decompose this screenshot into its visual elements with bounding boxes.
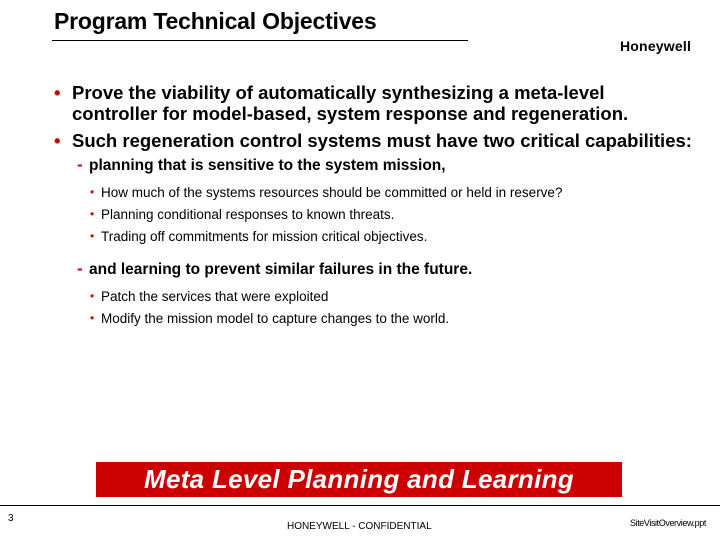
dash-icon: - [77,259,83,278]
footer-divider [0,505,720,506]
sub-bullet-item [77,157,694,175]
bullet-icon: • [54,82,61,103]
dot-bullet-icon: • [90,311,95,325]
bullet-text: Prove the viability of automatically synthesizing a meta-level controller for model-based, system response and regeneration. [72,82,629,124]
sub-bullet-text: and learning to prevent similar failures in the future. [89,261,473,278]
sub-sub-bullet-text: Planning conditional responses to known threats. [101,207,395,222]
bullet-item [54,130,694,151]
dot-bullet-icon: • [90,289,95,303]
file-name: SiteVisitOverview.ppt [630,518,706,528]
meta-level-banner: Meta Level Planning and Learning [96,462,622,497]
dot-bullet-icon: • [90,207,95,221]
bullet-item [54,82,694,124]
dot-bullet-icon: • [90,229,95,243]
sub-sub-bullet-text: Modify the mission model to capture changes to the world. [101,311,450,326]
sub-sub-bullet-item [89,229,694,244]
sub-bullet-text: planning that is sensitive to the system mission, [89,157,446,174]
sub-sub-bullet-text: How much of the systems resources should be committed or held in reserve? [101,185,563,200]
bullet-text: Such regeneration control systems must have two critical capabilities: [72,130,692,151]
sub-sub-bullet-item [89,289,694,304]
confidentiality-notice: HONEYWELL - CONFIDENTIAL [287,521,432,532]
sub-sub-bullet-text: Patch the services that were exploited [101,289,329,304]
bullet-icon: • [54,130,61,151]
spacer [54,251,694,261]
title-underline [52,40,468,41]
page-number: 3 [8,513,14,524]
sub-sub-bullet-text: Trading off commitments for mission critical objectives. [101,229,428,244]
honeywell-logo: Honeywell [620,38,692,54]
slide-title: Program Technical Objectives [54,8,377,34]
slide-content [54,82,694,333]
sub-sub-bullet-item [89,207,694,222]
sub-sub-bullet-item [89,311,694,326]
sub-sub-bullet-item [89,185,694,200]
sub-bullet-item [77,261,694,279]
dot-bullet-icon: • [90,185,95,199]
dash-icon: - [77,155,83,174]
